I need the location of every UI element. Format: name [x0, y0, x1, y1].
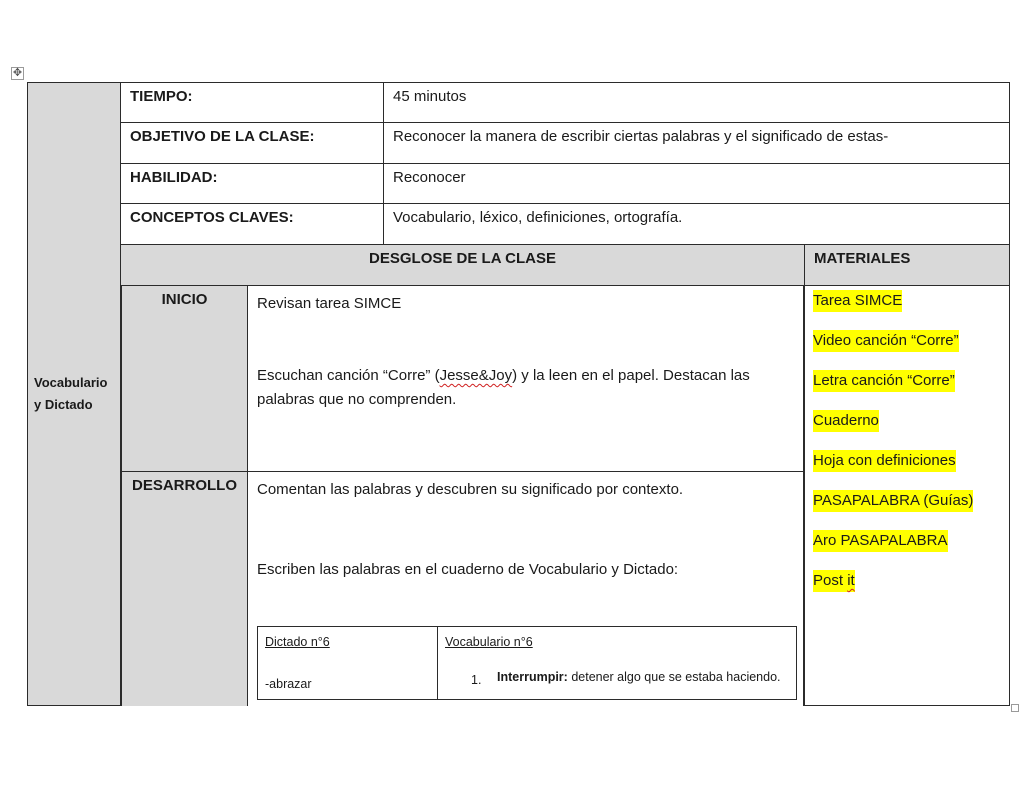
desarrollo-line-1: Comentan las palabras y descubren su significado por contexto.: [257, 480, 684, 498]
material-item: Hoja con definiciones: [813, 450, 956, 472]
unit-title: Vocabulario y Dictado: [34, 375, 108, 412]
material-item: Video canción “Corre”: [813, 330, 959, 352]
material-item-last: Post it: [813, 570, 855, 592]
objective-label: OBJETIVO DE LA CLASE:: [121, 123, 384, 164]
vocabulary-cell: [438, 626, 797, 699]
concepts-label: CONCEPTOS CLAVES:: [121, 204, 384, 245]
spelling-flag: it: [847, 572, 855, 589]
dictation-vocab-table: [257, 626, 797, 700]
dictation-item: -abrazar: [265, 676, 312, 691]
material-item: Aro PASAPALABRA: [813, 530, 948, 552]
material-item: Tarea SIMCE: [813, 290, 902, 312]
vocabulary-title: Vocabulario n°6: [445, 634, 533, 649]
material-item: Cuaderno: [813, 410, 879, 432]
phases-container: [121, 286, 805, 706]
inicio-content: [248, 286, 804, 471]
inicio-label: INICIO: [122, 286, 248, 471]
materials-header: MATERIALES: [805, 245, 1010, 286]
dictation-title: Dictado n°6: [265, 634, 330, 649]
dictation-cell: [258, 626, 438, 699]
time-value: 45 minutos: [384, 83, 1010, 123]
inicio-line-1: Revisan tarea SIMCE: [257, 295, 402, 312]
spelling-flag: Jesse&Joy: [439, 367, 513, 384]
material-item: Letra canción “Corre”: [813, 370, 955, 392]
skill-value: Reconocer: [384, 164, 1010, 204]
unit-title-cell: [28, 83, 121, 706]
desarrollo-label: DESARROLLO: [122, 471, 248, 706]
table-move-handle-icon[interactable]: ✥: [12, 67, 23, 79]
time-label: TIEMPO:: [121, 83, 384, 123]
material-item: PASAPALABRA (Guías): [813, 490, 973, 512]
vocabulary-item: 1. Interrumpir: detener algo que se estaba haciendo.: [471, 669, 781, 687]
breakdown-header: DESGLOSE DE LA CLASE: [121, 245, 805, 286]
table-resize-handle-icon[interactable]: [1011, 704, 1019, 712]
skill-label: HABILIDAD:: [121, 164, 384, 204]
desarrollo-content: [248, 471, 804, 706]
inicio-line-2: Escuchan canción “Corre” (Jesse&Joy) y la leen en el papel. Destacan las palabras que no comprenden.: [257, 367, 750, 408]
materials-list: [805, 286, 1010, 706]
concepts-value: Vocabulario, léxico, definiciones, ortografía.: [384, 204, 1010, 245]
objective-value: Reconocer la manera de escribir ciertas palabras y el significado de estas-: [384, 123, 1010, 164]
desarrollo-line-2: Escriben las palabras en el cuaderno de Vocabulario y Dictado:: [257, 560, 679, 578]
lesson-plan-table: [27, 82, 1010, 706]
